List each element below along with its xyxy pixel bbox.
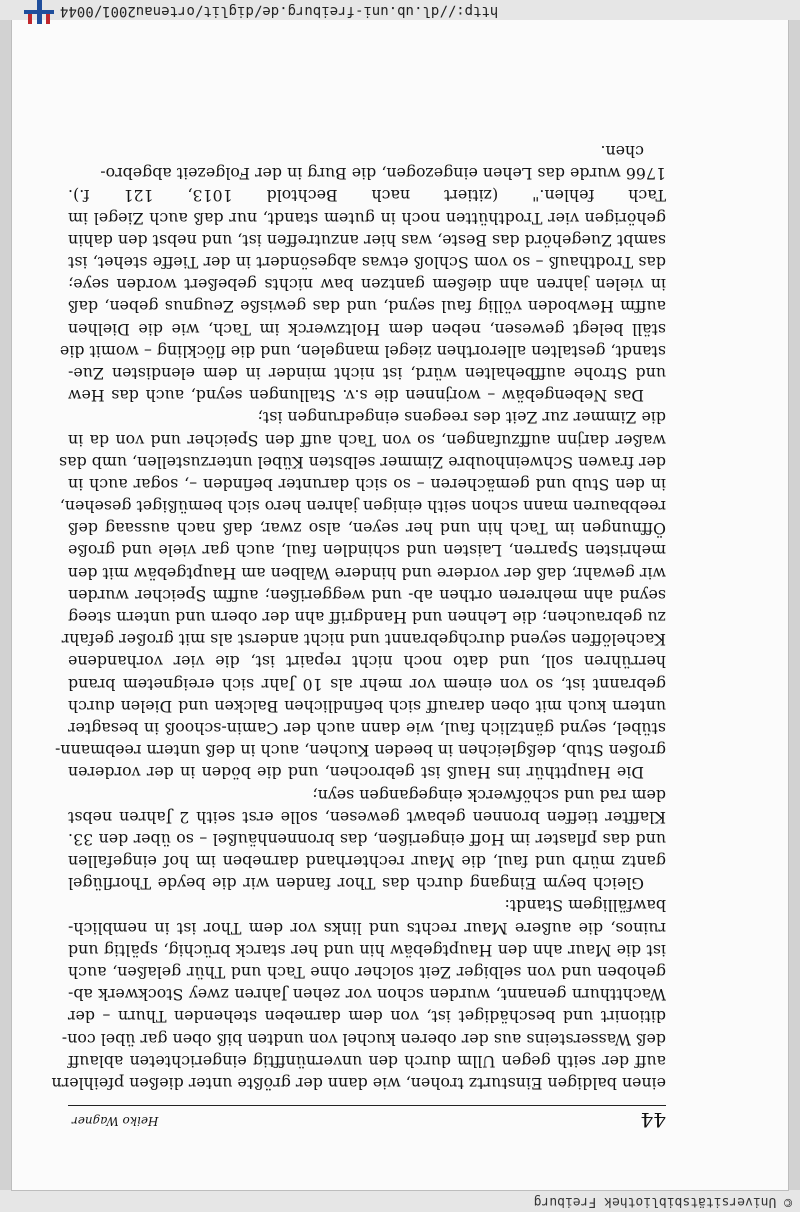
text-line: auffm Hewboden völlig faul seynd, und das gewisße Zeugnus geben, daß	[68, 297, 666, 317]
text-line: auff der seith gegen Ullm durch den unvernünfftig eingerichteten ablauff	[68, 1051, 666, 1071]
text-line: Gleich beym Eingang durch das Thor fanden wir die beyde Thorflügel	[68, 874, 644, 894]
text-line: zu gebrauchen; die Lehnen und Handgriff ahn der obern und untern steeg	[68, 608, 666, 628]
text-line: untern kuch mit oben darauff sich befindlichen Balcken und Dielen durch	[68, 696, 666, 716]
text-line: ruinos, die außere Maur rechts und links vor dem Thor ist in nemblich-	[68, 918, 666, 938]
text-line: Klaffter tieffen bronnen gebawt gewesen, solle erst seith 2 Jahren nebst	[68, 807, 666, 827]
text-line: herrühren soll, und dato noch nicht repairt ist, die vier vorhandene	[68, 652, 666, 672]
text-line: und das pflaster im Hoff eingerißen, das bronnenhäußel – so über den 33.	[68, 829, 666, 849]
page-number: 44	[640, 1108, 666, 1132]
body-text	[51, 140, 666, 1094]
text-line: 1766 wurde das Lehen eingezogen, die Burg in der Folgezeit abgebro-	[100, 164, 666, 184]
text-line: seynd ahn mehreren orthen ab- und weggerißen; auffm Speicher wurden	[68, 585, 666, 605]
bottom-banner	[0, 0, 800, 20]
text-line: ist die Maur ahn den Hauptgebäw hin und her starck brüchig, spältig und	[68, 940, 666, 960]
running-head-author: Heiko Wagner	[72, 1114, 159, 1128]
document-page	[12, 20, 788, 1190]
text-line: Tach fehlen." (zitiert nach Bechtold 1013, 121 f.).	[68, 186, 666, 206]
text-line: chen.	[600, 142, 644, 162]
text-line: bawfälligem Standt:	[504, 896, 666, 916]
text-line: standt, gestalten allerorthen ziegel mangelen, und die flöckling – womit die	[59, 341, 666, 361]
top-banner	[0, 1190, 800, 1212]
text-line: in vielen jahren ahn dießem gantzen baw nichts gebeßert worden seye;	[68, 275, 666, 295]
library-credit: © Universitätsbibliothek Freiburg	[533, 1194, 792, 1209]
text-line: gantz mürb und faul, die Maur rechterhand darneben im hof eingefallen	[68, 852, 666, 872]
text-line: dem rad und schöfwerck eingegangen seyn;	[312, 785, 666, 805]
text-line: gehörigen vier Trodthütten noch in gutem standt, nur daß auch Ziegel im	[68, 208, 666, 228]
text-line: wir gewahr, daß der vordere und hindere Walben am Hauptgebäw mit den	[67, 563, 666, 583]
text-line: Öffnungen im Tach hin und her seyen, also zwar, daß nach aussaag deß	[68, 519, 666, 539]
text-line: Wachtthurn genannt, wurden schon vor zehen Jahren zwey Stockwerk ab-	[68, 985, 666, 1005]
text-line: und Strohe auffbehalten würd, ist nicht minder in dem elendisten Zue-	[68, 364, 666, 383]
text-line: das Trodthauß – so vom Schloß etwas abgesöndert in der Tieffe stehet, ist	[68, 253, 666, 273]
text-line: stübel, seynd gäntzlich faul, wie dann auch der Camin-schooß in besagter	[68, 719, 666, 738]
text-line: reebbauren mann schon seith einigen jahren hero sich bemüßiget gesehen,	[59, 497, 666, 517]
text-line: ställ belegt gewesen, neben dem Holtzwerck im Tach, wie die Dielhen	[68, 319, 666, 339]
text-line: der frawen Schweinhoubre Zimmer selbsten Kübel unterzustellen, umb das	[59, 452, 666, 472]
text-line: Das Nebengebäw – worjnnen die s.v. Stallungen seynd, auch das Hew	[68, 386, 644, 406]
text-line: Kachelöffen seyend durchgebrannt und nicht anderst als mit großer gefahr	[61, 630, 666, 650]
text-line: sambt Zuegehörd das Beste, was hier anzutreffen ist, und nebst den dahin	[68, 230, 666, 250]
text-line: deß Wassersteins aus der oberen kuchel von undten biß oben gar übel con-	[61, 1029, 666, 1049]
text-line: einen baldigen Einsturtz trohen, wie dann der größte unter dießen pfeihlern	[51, 1074, 666, 1093]
text-line: ditionirt und beschädiget ist, von dem darneben stehenden Thurn – der	[68, 1007, 666, 1027]
text-line: mehristen Sparren, Laisten und schindlen faul, auch gar viele und große	[68, 541, 666, 561]
text-line: großen Stub, deßgleichen in beeden Kuchen, auch in deß untern reebmann-	[55, 741, 666, 761]
source-url[interactable]: http://dl.ub.uni-freiburg.de/diglit/ortenau2001/0044	[60, 3, 499, 19]
text-line: in den Stub und gemächeren – so sich darunter befinden –, sogar auch in	[68, 474, 666, 494]
library-logo-icon	[18, 0, 58, 24]
page-header	[68, 1105, 666, 1132]
text-line: die Zimmer zur Zeit des reegens eingedrungen ist;	[257, 408, 666, 428]
text-line: waßer darjnn auffzufangen, so von Tach auff den Speicher und von da in	[68, 430, 666, 450]
text-line: gehoben und von selbiger Zeit solcher ohne Tach und Thür gelaßen, auch	[68, 963, 666, 983]
text-line: Die Hauptthür ins Hauß ist gebrochen, und die böden in der vorderen	[68, 763, 644, 783]
text-line: gebrannt ist, so von einem vor mehr als 10 Jahr sich ereignetem brand	[68, 674, 666, 694]
